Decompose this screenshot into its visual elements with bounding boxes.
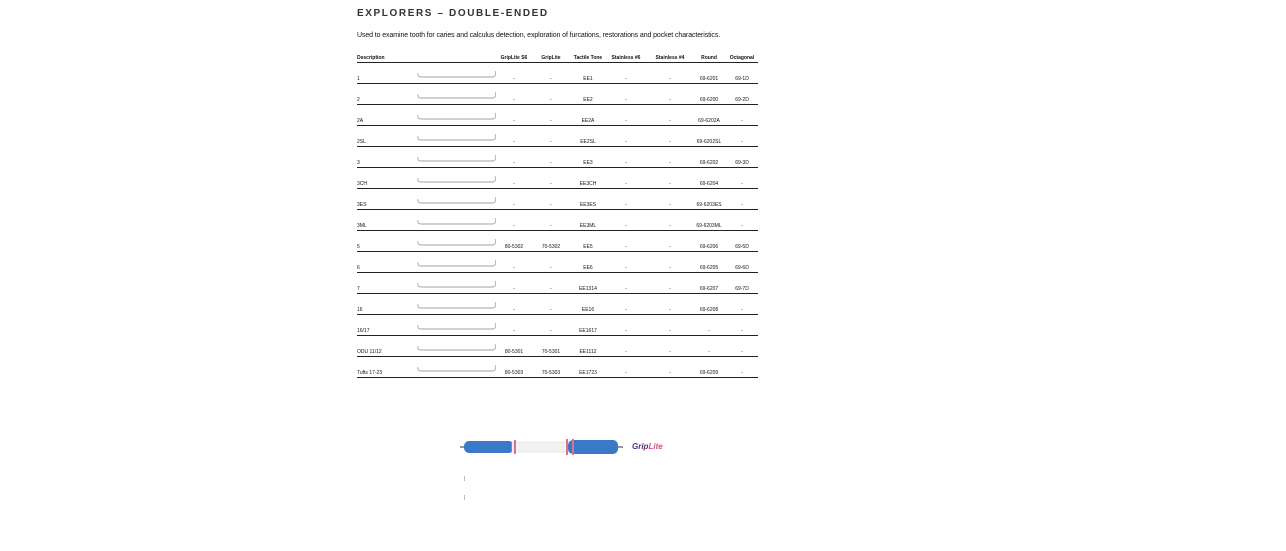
cell-griplite-s6: - (513, 307, 515, 313)
cell-round: 69-6204 (699, 181, 719, 187)
cell-octagonal: 69-2D (735, 97, 749, 103)
cell-griplite: - (550, 118, 552, 124)
cell-griplite-s6: - (513, 223, 515, 229)
cell-stainless-6: - (625, 286, 627, 292)
cell-griplite: - (550, 328, 552, 334)
cell-round: - (708, 349, 710, 355)
cell-tactile-tone: EE2 (583, 97, 593, 103)
cell-griplite: - (550, 202, 552, 208)
table-body (357, 63, 758, 378)
cell-stainless-6: - (625, 76, 627, 82)
cell-description: 3 (357, 160, 360, 166)
cell-tactile-tone: EE1617 (579, 328, 597, 334)
cell-octagonal: - (741, 328, 743, 334)
cell-round: 69-6208 (699, 307, 719, 313)
cell-griplite: 70-5303 (541, 370, 561, 376)
table-row (357, 336, 758, 357)
double-ended-explorer-icon (415, 86, 499, 102)
page-subtitle: Used to examine tooth for caries and calculus detection, exploration of furcations, restorations and pocket characteristics. (357, 32, 721, 39)
cell-stainless-6: - (625, 349, 627, 355)
cell-description: 3CH (357, 181, 368, 187)
cell-stainless-4: - (669, 265, 671, 271)
cell-griplite: - (550, 223, 552, 229)
table-row (357, 63, 758, 84)
double-ended-explorer-icon (415, 296, 499, 312)
cell-round: 69-6202SL (696, 139, 722, 145)
cell-tactile-tone: EE3ES (579, 202, 597, 208)
header-griplite: GripLite (541, 55, 561, 61)
cell-description: Tufts 17-23 (357, 370, 383, 376)
griplite-handle-icon (458, 434, 630, 460)
cell-octagonal: - (741, 307, 743, 313)
cell-octagonal: - (741, 349, 743, 355)
table-row (357, 231, 758, 252)
cell-stainless-6: - (625, 202, 627, 208)
double-ended-explorer-icon (415, 149, 499, 165)
cell-octagonal: - (741, 118, 743, 124)
cell-tactile-tone: EE1314 (579, 286, 597, 292)
table-row (357, 315, 758, 336)
logo-grip-text: Grip (632, 442, 649, 451)
double-ended-explorer-icon (415, 107, 499, 123)
cell-griplite-s6: - (513, 286, 515, 292)
cell-stainless-6: - (625, 97, 627, 103)
cell-griplite: - (550, 139, 552, 145)
cell-round: 69-6209 (699, 370, 719, 376)
cell-octagonal: 69-3D (735, 160, 749, 166)
cell-tactile-tone: EE5 (583, 244, 593, 250)
cell-tactile-tone: EE6 (583, 265, 593, 271)
cell-round: - (708, 328, 710, 334)
cell-octagonal: - (741, 202, 743, 208)
table-row (357, 294, 758, 315)
cell-griplite-s6: 80-5302 (504, 244, 524, 250)
cell-stainless-4: - (669, 118, 671, 124)
cell-griplite: - (550, 181, 552, 187)
cell-tactile-tone: EE1 (583, 76, 593, 82)
cell-description: 2SL (357, 139, 366, 145)
cell-octagonal: 69-1D (735, 76, 749, 82)
product-table (357, 53, 758, 378)
cell-griplite: 70-5301 (541, 349, 561, 355)
cell-tactile-tone: EE2A (581, 118, 595, 124)
double-ended-explorer-icon (415, 233, 499, 249)
cell-round: 69-6205 (699, 265, 719, 271)
cell-octagonal: 69-6D (735, 265, 749, 271)
table-row (357, 273, 758, 294)
double-ended-explorer-icon (415, 170, 499, 186)
cell-tactile-tone: EE2SL (580, 139, 596, 145)
cell-stainless-4: - (669, 328, 671, 334)
table-row (357, 168, 758, 189)
cell-griplite-s6: - (513, 139, 515, 145)
cell-description: 2 (357, 97, 360, 103)
double-ended-explorer-icon (415, 338, 499, 354)
cell-stainless-6: - (625, 139, 627, 145)
cell-description: 2A (357, 118, 364, 124)
double-ended-explorer-icon (415, 128, 499, 144)
cell-griplite-s6: - (513, 118, 515, 124)
cell-round: 69-6206 (699, 244, 719, 250)
cell-stainless-4: - (669, 97, 671, 103)
cell-stainless-6: - (625, 223, 627, 229)
cell-tactile-tone: EE16 (581, 307, 595, 313)
cell-octagonal: - (741, 223, 743, 229)
cell-griplite: - (550, 160, 552, 166)
table-row (357, 357, 758, 378)
header-description: Description (357, 55, 385, 61)
header-round: Round (701, 55, 717, 61)
cell-stainless-4: - (669, 286, 671, 292)
double-ended-explorer-icon (415, 191, 499, 207)
header-tactile-tone: Tactile Tone (573, 55, 603, 61)
cell-stainless-6: - (625, 181, 627, 187)
cell-stainless-4: - (669, 307, 671, 313)
cell-round: 69-6202 (699, 160, 719, 166)
header-octagonal: Octagonal (729, 55, 755, 61)
double-ended-explorer-icon (415, 317, 499, 333)
cell-description: ODU 11/12 (357, 349, 382, 355)
cell-griplite-s6: 80-5301 (504, 349, 524, 355)
cell-griplite-s6: - (513, 328, 515, 334)
cell-round: 69-6201 (699, 76, 719, 82)
cell-description: 3ES (357, 202, 367, 208)
cell-round: 69-6200 (699, 97, 719, 103)
cell-description: 7 (357, 286, 360, 292)
header-stainless-4: Stainless #4 (655, 55, 685, 61)
cell-tactile-tone: EE3 (583, 160, 593, 166)
double-ended-explorer-icon (415, 254, 499, 270)
cell-stainless-6: - (625, 244, 627, 250)
cell-description: 1 (357, 76, 360, 82)
cell-octagonal: - (741, 181, 743, 187)
cell-tactile-tone: EE1723 (579, 370, 597, 376)
cell-description: 16/17 (357, 328, 370, 334)
cell-griplite: 70-5302 (541, 244, 561, 250)
cell-stainless-6: - (625, 118, 627, 124)
cell-stainless-4: - (669, 244, 671, 250)
table-row (357, 126, 758, 147)
cell-description: 16 (357, 307, 363, 313)
cell-stainless-4: - (669, 223, 671, 229)
cell-griplite-s6: - (513, 160, 515, 166)
cell-round: 69-6207 (699, 286, 719, 292)
cell-tactile-tone: EE3ML (579, 223, 597, 229)
cell-description: 6 (357, 265, 360, 271)
cell-tactile-tone: EE1112 (579, 349, 597, 355)
cell-octagonal: 69-5D (735, 244, 749, 250)
cell-stainless-6: - (625, 160, 627, 166)
cell-description: 5 (357, 244, 360, 250)
header-griplite-s6: GripLite S6 (500, 55, 528, 61)
table-row (357, 210, 758, 231)
cell-griplite: - (550, 97, 552, 103)
table-header (357, 53, 758, 63)
double-ended-explorer-icon (415, 65, 499, 81)
cell-round: 69-6202A (698, 118, 720, 124)
cell-griplite-s6: - (513, 265, 515, 271)
cell-round: 69-6203ES (696, 202, 722, 208)
cell-griplite-s6: 80-5303 (504, 370, 524, 376)
double-ended-explorer-icon (415, 212, 499, 228)
cell-stainless-4: - (669, 370, 671, 376)
cell-griplite-s6: - (513, 202, 515, 208)
double-ended-explorer-icon (415, 359, 499, 375)
cell-griplite-s6: - (513, 181, 515, 187)
cell-stainless-4: - (669, 160, 671, 166)
cell-stainless-6: - (625, 328, 627, 334)
cell-description: 3ML (357, 223, 367, 229)
cell-griplite: - (550, 265, 552, 271)
cell-griplite: - (550, 307, 552, 313)
cell-stainless-6: - (625, 265, 627, 271)
page-title: EXPLORERS – DOUBLE-ENDED (357, 8, 549, 19)
cell-tactile-tone: EE3CH (579, 181, 597, 187)
logo-lite-text: Lite (648, 442, 663, 451)
cell-octagonal: - (741, 139, 743, 145)
decorative-tick (464, 476, 465, 481)
cell-stainless-6: - (625, 307, 627, 313)
cell-stainless-4: - (669, 202, 671, 208)
griplite-logo (632, 442, 663, 451)
cell-octagonal: - (741, 370, 743, 376)
cell-stainless-4: - (669, 139, 671, 145)
cell-stainless-4: - (669, 181, 671, 187)
header-stainless-6: Stainless #6 (611, 55, 641, 61)
table-row (357, 252, 758, 273)
table-row (357, 105, 758, 126)
cell-stainless-6: - (625, 370, 627, 376)
cell-griplite: - (550, 286, 552, 292)
cell-stainless-4: - (669, 349, 671, 355)
cell-griplite: - (550, 76, 552, 82)
double-ended-explorer-icon (415, 275, 499, 291)
table-row (357, 189, 758, 210)
table-row (357, 147, 758, 168)
cell-octagonal: 69-7D (735, 286, 749, 292)
cell-stainless-4: - (669, 76, 671, 82)
cell-round: 69-6203ML (696, 223, 722, 229)
table-row (357, 84, 758, 105)
cell-griplite-s6: - (513, 97, 515, 103)
decorative-tick (464, 495, 465, 500)
cell-griplite-s6: - (513, 76, 515, 82)
